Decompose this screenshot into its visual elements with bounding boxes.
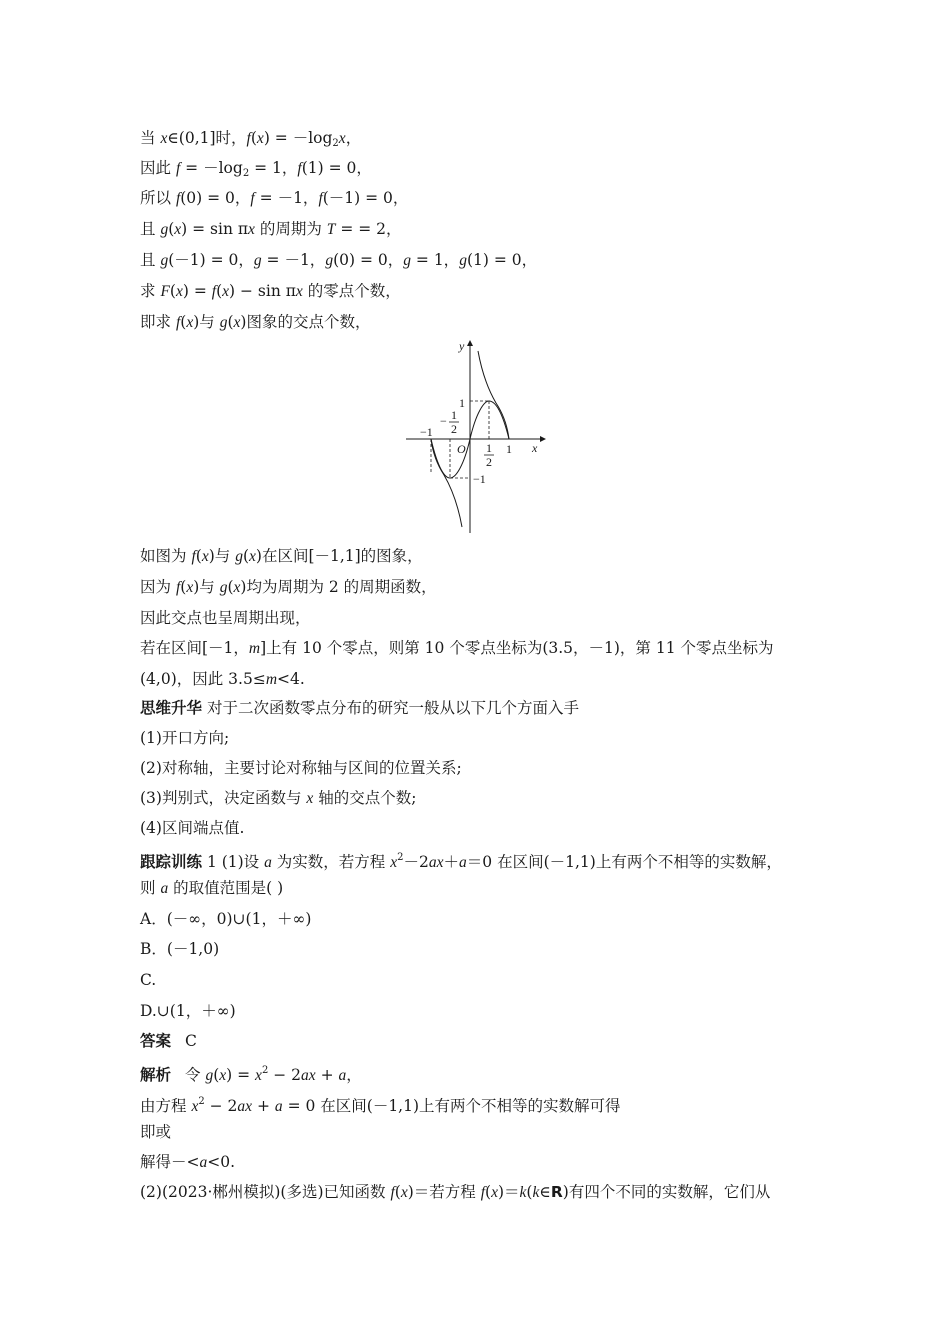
tick-label-neg-one-x: −1: [420, 425, 433, 439]
math-variable: a: [160, 880, 169, 897]
text-run: 由方程: [140, 1097, 192, 1115]
x-axis-label: x: [532, 441, 538, 455]
text-run: 因此: [140, 159, 176, 177]
text-run: ) =: [226, 1066, 256, 1084]
text-line: [140, 1182, 770, 1203]
origin-label: O: [457, 442, 466, 456]
text-line: [140, 788, 416, 809]
text-line: [140, 158, 372, 184]
tick-label-half-num: 1: [486, 441, 492, 455]
text-run: (2)对称轴，主要讨论对称轴与区间的位置关系;: [140, 759, 462, 777]
math-variable: g: [219, 314, 228, 331]
text-line: [140, 669, 305, 690]
y-axis-label: y: [459, 339, 465, 353]
tick-label-half-den: 2: [486, 455, 492, 469]
text-line: [140, 818, 244, 838]
math-variable: x: [295, 283, 303, 300]
math-variable: g: [235, 548, 243, 565]
text-run: 的取值范围是( ): [168, 879, 284, 897]
y-axis-arrow-icon: [467, 340, 473, 346]
math-variable: f: [211, 283, 217, 300]
text-run: )均为周期为 2 的周期函数，: [240, 578, 437, 596]
math-variable: x: [222, 283, 230, 300]
math-variable: T: [326, 221, 336, 238]
text-line: [140, 1031, 197, 1051]
text-run: )与: [208, 547, 236, 565]
math-variable: f: [246, 130, 251, 147]
text-run: )有四个不同的实数解，它们从: [562, 1183, 771, 1201]
math-variable: g: [403, 252, 411, 269]
text-run: (: [213, 1066, 220, 1084]
text-line: [140, 577, 437, 598]
math-variable: x: [186, 314, 194, 331]
tick-label-neg-half-den: 2: [451, 422, 457, 436]
math-variable: f: [175, 190, 181, 207]
math-variable: g: [325, 252, 334, 269]
text-run: (: [227, 578, 234, 596]
superscript: 2: [261, 1065, 269, 1076]
text-run: A．(－∞，0)∪(1，＋∞): [140, 910, 312, 928]
superscript: 2: [198, 1096, 205, 1107]
math-variable: x: [249, 548, 256, 565]
math-variable: ax: [237, 1098, 253, 1115]
text-run: 所以: [140, 189, 176, 207]
text-run: )在区间[－1,1]的图象，: [255, 547, 423, 565]
superscript: 2: [397, 852, 404, 863]
text-run: 即求: [140, 313, 176, 331]
text-line: [140, 970, 156, 990]
math-variable: x: [248, 221, 255, 238]
math-variable: x: [186, 579, 194, 596]
math-variable: x: [255, 1067, 262, 1084]
math-variable: a: [459, 854, 467, 871]
math-variable: x: [233, 314, 241, 331]
text-run: 即或: [140, 1123, 172, 1141]
math-variable: f: [297, 160, 302, 177]
text-line: [140, 1152, 235, 1173]
math-variable: f: [175, 160, 181, 177]
text-run: 且: [140, 251, 161, 269]
text-run: (0) = 0，: [180, 189, 251, 207]
text-line: [140, 546, 423, 567]
text-run: (3)判别式，决定函数与: [140, 789, 307, 807]
tick-label-one-x: 1: [506, 442, 512, 456]
text-run: (4)区间端点值.: [140, 819, 245, 837]
text-line: [140, 909, 311, 929]
text-run: 1 (1)设: [202, 853, 265, 871]
text-run: B．(－1,0): [140, 940, 220, 958]
tick-label-neg-half-num: 1: [451, 408, 457, 422]
text-run: ＋: [443, 853, 460, 871]
text-run: ＝0 在区间(－1,1)上有两个不相等的实数解，: [466, 853, 782, 871]
text-run: )＝若方程: [407, 1183, 481, 1201]
text-run: 轴的交点个数;: [313, 789, 417, 807]
math-variable: k: [519, 1184, 527, 1201]
text-run: − 2: [268, 1066, 302, 1084]
math-variable: x: [219, 1067, 227, 1084]
bold-label: 跟踪训练: [140, 853, 203, 871]
math-variable: a: [338, 1067, 347, 1084]
math-variable: g: [253, 252, 262, 269]
text-run: 当: [140, 129, 161, 147]
bold-label: R: [550, 1183, 563, 1201]
text-run: )图象的交点个数，: [240, 313, 371, 331]
text-run: (: [169, 282, 176, 300]
text-line: [140, 939, 219, 959]
text-run: = 0 在区间(－1,1)上有两个不相等的实数解可得: [282, 1097, 621, 1115]
math-variable: x: [400, 1184, 408, 1201]
text-run: 的周期为: [254, 220, 327, 238]
math-variable: x: [201, 548, 209, 565]
text-run: = 1，: [249, 159, 298, 177]
text-line: [140, 638, 774, 659]
text-run: 的零点个数，: [302, 282, 401, 300]
text-run: －2: [403, 853, 429, 871]
math-variable: k: [532, 1184, 540, 1201]
log-curve: [478, 351, 509, 439]
math-variable: g: [219, 579, 228, 596]
text-run: )＝: [497, 1183, 520, 1201]
text-line: [140, 281, 401, 302]
text-run: D.∪(1，＋∞): [140, 1002, 236, 1020]
tick-label-one-y: 1: [459, 396, 465, 410]
text-line: [140, 1092, 621, 1117]
text-run: (－1) = 0，: [168, 251, 254, 269]
math-variable: g: [459, 252, 467, 269]
text-run: )与: [193, 578, 220, 596]
text-run: (: [250, 129, 257, 147]
text-run: (1) = 0，: [301, 159, 372, 177]
text-run: (: [485, 1183, 492, 1201]
text-run: (: [526, 1183, 533, 1201]
math-variable: a: [264, 854, 272, 871]
text-run: (1) = 0，: [466, 251, 538, 269]
math-variable: m: [265, 671, 278, 688]
math-variable: x: [338, 130, 346, 147]
text-run: 求: [140, 282, 161, 300]
text-line: [140, 878, 283, 899]
text-run: (: [180, 578, 187, 596]
text-run: 若在区间[－1，: [140, 639, 249, 657]
subscript: 2: [332, 138, 339, 149]
text-run: +: [252, 1097, 275, 1115]
math-variable: f: [175, 579, 181, 596]
math-variable: m: [248, 640, 261, 657]
math-variable: f: [390, 1184, 395, 1201]
math-variable: x: [390, 854, 398, 871]
text-run: C.: [140, 971, 157, 989]
x-axis-arrow-icon: [540, 436, 546, 442]
text-run: ，: [346, 1066, 362, 1084]
text-run: (: [227, 313, 234, 331]
bold-label: 思维升华: [140, 699, 203, 717]
text-run: 对于二次函数零点分布的研究一般从以下几个方面入手: [202, 699, 579, 717]
text-run: ) = －log: [263, 129, 333, 147]
math-variable: x: [160, 130, 168, 147]
subscript: 2: [242, 168, 250, 179]
text-run: 且: [140, 220, 161, 238]
bold-label: 答案: [140, 1032, 172, 1050]
text-line: [140, 1001, 236, 1021]
text-run: +: [315, 1066, 339, 1084]
text-run: 如图为: [140, 547, 192, 565]
math-variable: x: [191, 1098, 199, 1115]
math-variable: f: [318, 190, 323, 207]
text-run: (: [195, 547, 202, 565]
text-line: [140, 1122, 171, 1142]
text-run: (－1) = 0，: [322, 189, 409, 207]
math-variable: f: [191, 548, 196, 565]
text-run: (0) = 0，: [333, 251, 404, 269]
text-run: )与: [193, 313, 220, 331]
text-run: (: [394, 1183, 401, 1201]
text-line: [140, 848, 782, 873]
text-line: [140, 758, 462, 778]
bold-label: 解析: [140, 1066, 172, 1084]
text-run: 则: [140, 879, 161, 897]
text-run: = = 2，: [335, 220, 402, 238]
math-variable: a: [274, 1098, 283, 1115]
math-variable: x: [233, 579, 241, 596]
math-variable: ax: [301, 1067, 316, 1084]
text-run: <0.: [207, 1153, 236, 1171]
text-run: 解得－<: [140, 1153, 200, 1171]
text-run: (: [216, 282, 223, 300]
text-line: [140, 188, 408, 209]
text-run: <4.: [277, 670, 305, 688]
text-line: [140, 1061, 362, 1086]
text-run: ，: [345, 129, 362, 147]
tick-label-neg-one-y: −1: [473, 472, 486, 486]
text-run: (: [180, 313, 187, 331]
text-run: − 2: [204, 1097, 238, 1115]
math-variable: f: [480, 1184, 486, 1201]
math-variable: f: [175, 314, 181, 331]
math-variable: x: [306, 790, 314, 807]
math-variable: x: [175, 283, 183, 300]
text-run: (4,0)，因此 3.5≤: [140, 670, 266, 688]
text-line: [140, 698, 579, 718]
math-variable: f: [250, 190, 255, 207]
tick-label-neg-half-sign: −: [440, 414, 447, 428]
text-line: [140, 728, 229, 748]
text-run: 令: [185, 1066, 206, 1084]
text-run: ∈: [539, 1183, 551, 1201]
text-run: ]上有 10 个零点，则第 10 个零点坐标为(3.5，－1)，第 11 个零点坐标为: [260, 639, 774, 657]
text-run: = －log: [180, 159, 243, 177]
text-run: 因此交点也呈周期出现，: [140, 609, 311, 627]
math-variable: x: [174, 221, 182, 238]
function-graph-figure: [400, 337, 550, 535]
text-line: [140, 128, 361, 154]
text-line: [140, 608, 311, 628]
text-run: = －1，: [261, 251, 326, 269]
text-run: (: [168, 220, 175, 238]
math-variable: x: [491, 1184, 498, 1201]
text-run: ) − sin π: [229, 282, 296, 300]
text-line: [140, 250, 537, 271]
text-run: (2)(2023·郴州模拟)(多选)已知函数: [140, 1183, 391, 1201]
math-variable: g: [160, 221, 169, 238]
text-run: ) = sin π: [181, 220, 249, 238]
text-run: ∈(0,1]时，: [167, 129, 247, 147]
text-line: [140, 219, 402, 240]
text-run: = －1，: [254, 189, 319, 207]
text-run: (: [242, 547, 249, 565]
text-line: [140, 312, 370, 333]
text-run: 为实数，若方程: [271, 853, 391, 871]
math-variable: a: [199, 1154, 208, 1171]
text-run: ) =: [182, 282, 212, 300]
math-variable: ax: [428, 854, 444, 871]
text-run: = 1，: [410, 251, 460, 269]
text-run: C: [185, 1032, 197, 1050]
math-variable: F: [160, 283, 170, 300]
math-variable: g: [205, 1067, 214, 1084]
math-variable: g: [160, 252, 169, 269]
text-run: 因为: [140, 578, 176, 596]
math-variable: x: [256, 130, 264, 147]
text-run: (1)开口方向;: [140, 729, 230, 747]
